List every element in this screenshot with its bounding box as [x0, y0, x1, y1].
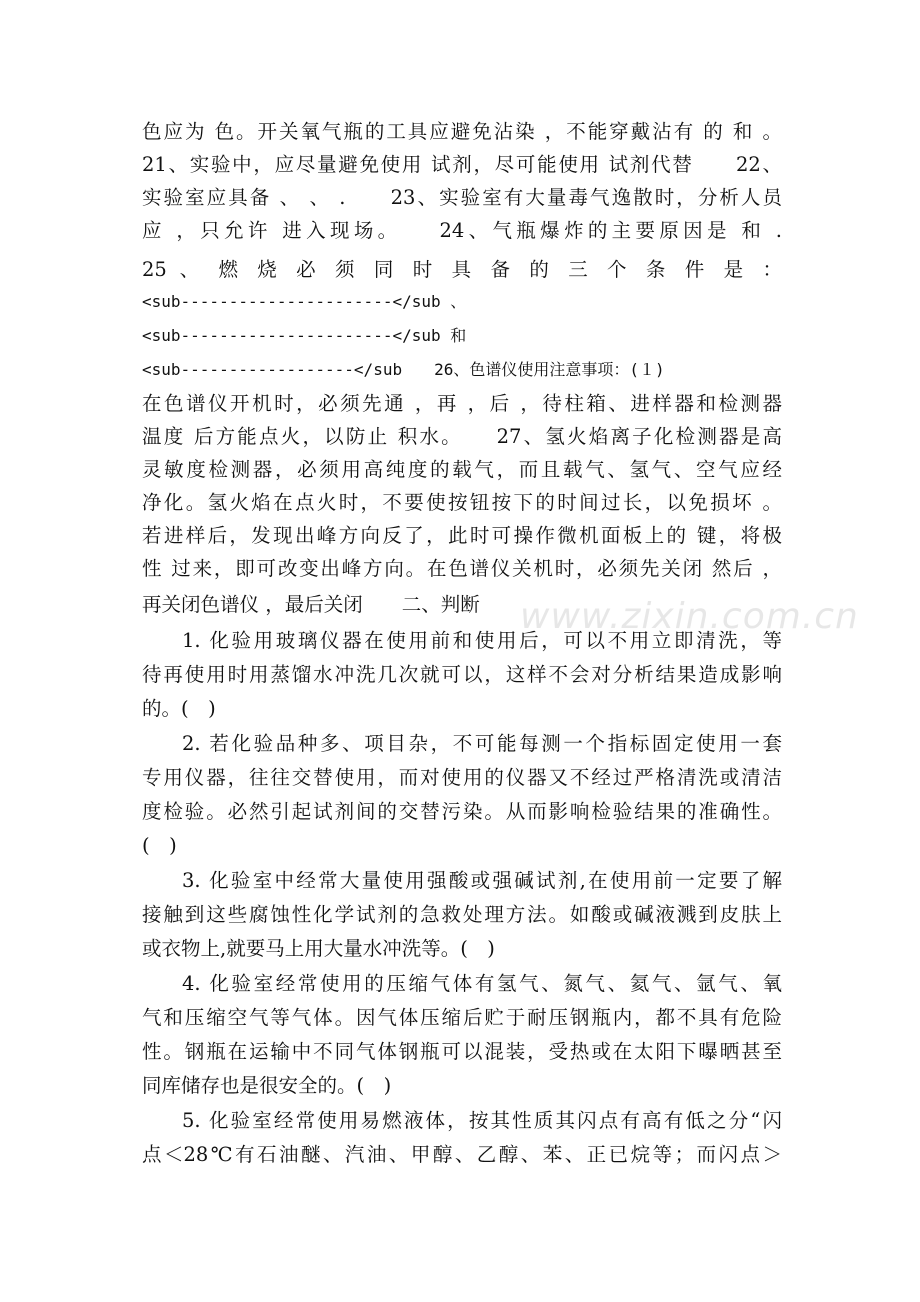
text-line: 度检验。必然引起试剂间的交替污染。从而影响检验结果的准确性。 — [142, 800, 782, 823]
text-line: 或衣物上,就要马上用大量水冲洗等。( ) — [142, 937, 495, 960]
text-line: 在色谱仪开机时，必须先通 ，再 ，后 ，待柱箱、进样器和检测器 — [142, 392, 782, 415]
text-line: 21、实验中，应尽量避免使用 试剂，尽可能使用 试剂代替 22、 — [142, 153, 782, 176]
text-line: 净化。氢火焰在点火时，不要使按钮按下的时间过长，以免损坏 。 — [142, 491, 782, 514]
text-line: 若进样后，发现出峰方向反了，此时可操作微机面板上的 键，将极 — [142, 524, 782, 547]
watermark: www.zixin.com.cn — [520, 596, 859, 637]
question-2-line: 2. 若化验品种多、项目杂，不可能每测一个指标固定使用一套 — [182, 732, 782, 755]
question-5-line: 5. 化验室经常使用易燃液体，按其性质其闪点有高有低之分“闪 — [182, 1109, 782, 1132]
text-line: 同库储存也是很安全的。( ) — [142, 1074, 392, 1097]
text-line: 接触到这些腐蚀性化学试剂的急救处理方法。如酸或碱液溅到皮肤上 — [142, 903, 782, 926]
text-line: <sub----------------------</sub 和 — [142, 326, 467, 345]
text-line: 25 、 燃 烧 必 须 同 时 具 备 的 三 个 条 件 是 ： — [142, 258, 782, 281]
text-line: 专用仪器，往往交替使用，而对使用的仪器又不经过严格清洗或清洁 — [142, 766, 782, 789]
text-line: 色应为 色。开关氧气瓶的工具应避免沾染 ，不能穿戴沾有 的 和 。 — [142, 120, 782, 143]
text-line: 待再使用时用蒸馏水冲洗几次就可以，这样不会对分析结果造成影响 — [142, 663, 782, 686]
question-1-line: 1. 化验用玻璃仪器在使用前和使用后，可以不用立即清洗，等 — [182, 629, 782, 652]
section-heading-line: 再关闭色谱仪 ，最后关闭 二、判断 — [142, 593, 480, 616]
text-line: 实验室应具备 、 、 . 23、实验室有大量毒气逸散时，分析人员 — [142, 186, 782, 209]
text-line: <sub------------------</sub 26、色谱仪使用注意事项：(１) — [142, 360, 665, 379]
text-line: 温度 后方能点火，以防止 积水。 27、氢火焰离子化检测器是高 — [142, 425, 782, 448]
question-3-line: 3. 化验室中经常大量使用强酸或强碱试剂,在使用前一定要了解 — [182, 869, 782, 892]
text-line: 的。( ) — [142, 697, 216, 720]
text-line: 性。钢瓶在运输中不同气体钢瓶可以混装，受热或在太阳下曝晒甚至 — [142, 1040, 782, 1063]
text-line: 点＜28℃有石油醚、汽油、甲醇、乙醇、苯、正已烷等；而闪点＞ — [142, 1143, 782, 1166]
text-line: ( ) — [142, 834, 177, 857]
text-line: 灵敏度检测器，必须用高纯度的载气，而且载气、氢气、空气应经 — [142, 458, 782, 481]
text-line: <sub----------------------</sub 、 — [142, 292, 467, 311]
question-4-line: 4. 化验室经常使用的压缩气体有氢气、氮气、氦气、氩气、氧 — [182, 972, 782, 995]
text-line: 应 ，只允许 进入现场。 24、气瓶爆炸的主要原因是 和 . — [142, 219, 782, 242]
text-line: 气和压缩空气等气体。因气体压缩后贮于耐压钢瓶内，都不具有危险 — [142, 1006, 782, 1029]
text-line: 性 过来，即可改变出峰方向。在色谱仪关机时，必须先关闭 然后 ， — [142, 557, 782, 580]
